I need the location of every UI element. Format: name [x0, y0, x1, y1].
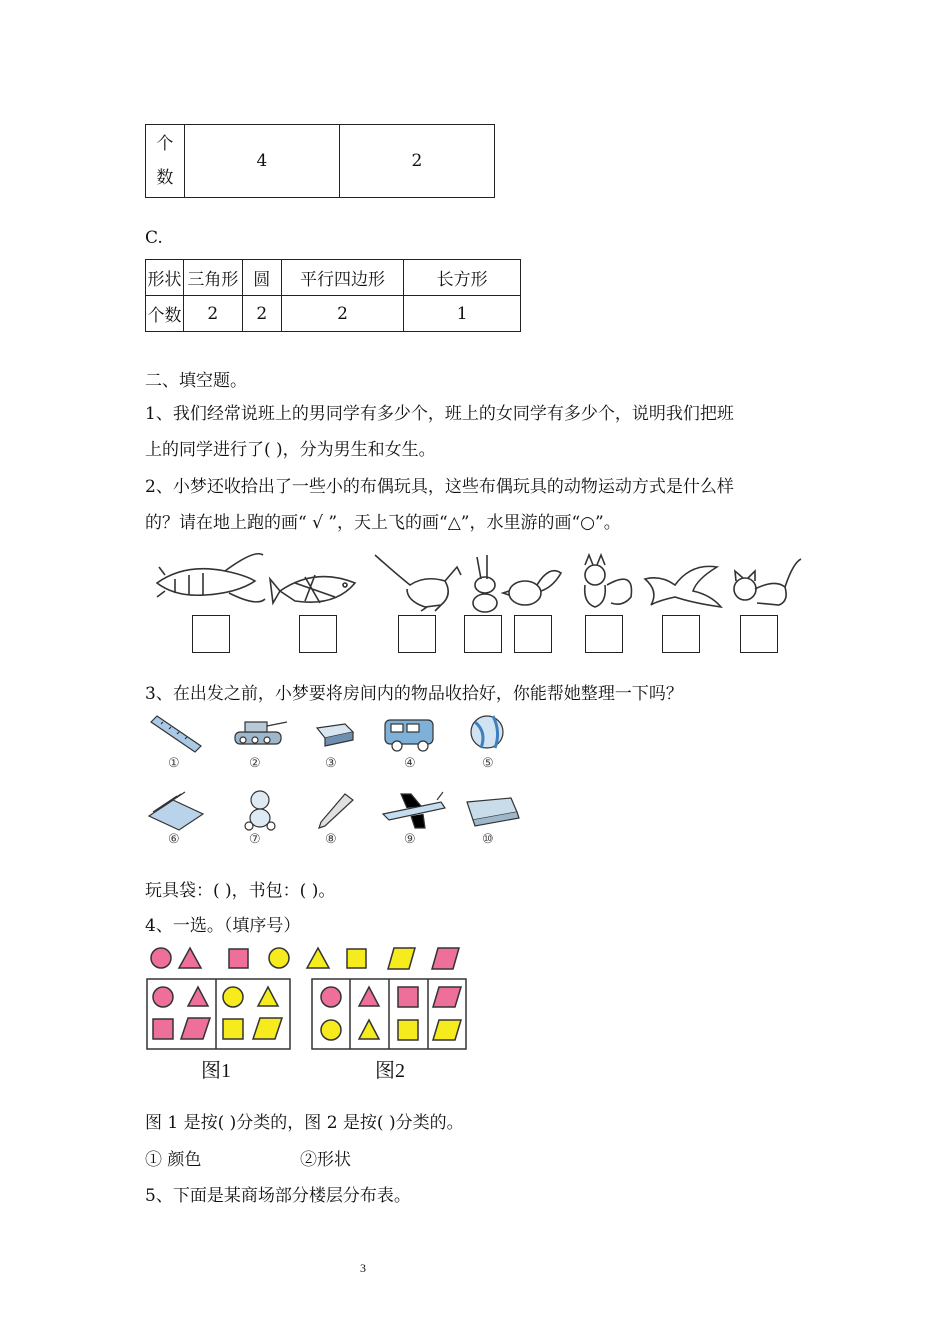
- item-number: ⑧: [325, 832, 337, 847]
- kangaroo-icon: [375, 555, 461, 611]
- q1-line1: 1、我们经常说班上的男同学有多少个，班上的女同学有多少个，说明我们把班: [145, 404, 734, 424]
- shapes-figure: [145, 942, 475, 1052]
- shrimp-icon: [157, 554, 265, 602]
- item-number: ④: [404, 756, 416, 771]
- items-row-2: [145, 788, 525, 834]
- shape-sequence: [151, 948, 459, 969]
- answer-box-shrimp[interactable]: [192, 615, 230, 653]
- answer-box-swallow[interactable]: [662, 615, 700, 653]
- figure-1-label: 图1: [201, 1060, 231, 1082]
- yellow-circle: [269, 948, 289, 968]
- q4-answer: 图 1 是按( )分类的，图 2 是按( )分类的。: [145, 1113, 464, 1133]
- bird-icon: [503, 571, 561, 605]
- notebook-icon: [149, 792, 203, 830]
- section-title: 二、填空题。: [145, 371, 247, 391]
- pen-icon: [319, 794, 353, 828]
- item-number: ⑤: [482, 756, 494, 771]
- items-row-1: [145, 710, 525, 758]
- table-b-cell: 4: [184, 125, 339, 198]
- table-c: [145, 259, 521, 332]
- table-c-cell: 2: [183, 296, 242, 332]
- q4-prompt: 4、一选。（填序号）: [145, 916, 301, 936]
- table-c-cell: 2: [281, 296, 404, 332]
- pink-triangle: [179, 948, 201, 968]
- table-c-header: 平行四边形: [281, 260, 404, 296]
- figure-2: [312, 979, 466, 1049]
- table-c-header: 三角形: [183, 260, 242, 296]
- table-c-row-label: 个数: [146, 296, 184, 332]
- pink-square: [229, 949, 248, 968]
- fish-icon: [270, 575, 355, 603]
- item-number: ③: [325, 756, 337, 771]
- eraser-icon: [317, 724, 353, 746]
- q4-option-2: ②形状: [300, 1150, 351, 1170]
- ruler-icon: [151, 716, 201, 752]
- animal-illustrations: [145, 545, 805, 615]
- toy-plane-icon: [383, 792, 445, 828]
- item-number: ②: [249, 756, 261, 771]
- answer-box-fish[interactable]: [299, 615, 337, 653]
- figure-2-label: 图2: [375, 1060, 405, 1082]
- answer-box-kangaroo[interactable]: [398, 615, 436, 653]
- item-number: ⑥: [168, 832, 180, 847]
- table-b-row-label: 个 数: [146, 125, 185, 198]
- q2-line1: 2、小梦还收拾出了一些小的布偶玩具，这些布偶玩具的动物运动方式是什么样: [145, 477, 734, 497]
- figure-1: [147, 979, 290, 1049]
- q5-prompt: 5、下面是某商场部分楼层分布表。: [145, 1186, 411, 1206]
- q2-line2: 的？请在地上跑的画“ √ ”，天上飞的画“△”，水里游的画“○”。: [145, 513, 621, 533]
- answer-box-squirrel[interactable]: [585, 615, 623, 653]
- table-c-cell: 1: [404, 296, 521, 332]
- answer-box-rabbit[interactable]: [464, 615, 502, 653]
- toy-car-icon: [385, 720, 433, 751]
- q3-prompt: 3、在出发之前，小梦要将房间内的物品收拾好，你能帮她整理一下吗？: [145, 684, 683, 704]
- item-number: ⑨: [404, 832, 416, 847]
- item-number: ⑩: [482, 832, 494, 847]
- page-number: 3: [360, 1261, 366, 1275]
- ball-icon: [471, 716, 503, 748]
- table-b: [145, 124, 495, 198]
- answer-box-bird[interactable]: [514, 615, 552, 653]
- rabbit-icon: [473, 555, 497, 612]
- table-c-header: 长方形: [404, 260, 521, 296]
- q1-line2: 上的同学进行了( )，分为男生和女生。: [145, 440, 436, 460]
- cat-icon: [734, 559, 801, 605]
- option-c-label: C.: [145, 228, 163, 248]
- toy-dog-icon: [245, 791, 275, 830]
- squirrel-icon: [585, 555, 632, 607]
- table-c-header: 圆: [242, 260, 281, 296]
- pencil-case-icon: [467, 798, 519, 826]
- yellow-parallelogram: [388, 948, 415, 969]
- swallow-icon: [645, 566, 721, 607]
- answer-box-cat[interactable]: [740, 615, 778, 653]
- pink-parallelogram: [432, 948, 459, 969]
- q3-answer: 玩具袋：( )，书包：( )。: [145, 881, 336, 901]
- table-b-cell: 2: [339, 125, 494, 198]
- pink-circle: [151, 948, 171, 968]
- q4-option-1: ① 颜色: [145, 1150, 202, 1170]
- yellow-square: [347, 949, 366, 968]
- tank-icon: [235, 722, 287, 744]
- item-number: ①: [168, 756, 180, 771]
- table-c-header: 形状: [146, 260, 184, 296]
- yellow-triangle: [307, 948, 329, 968]
- item-number: ⑦: [249, 832, 261, 847]
- table-c-cell: 2: [242, 296, 281, 332]
